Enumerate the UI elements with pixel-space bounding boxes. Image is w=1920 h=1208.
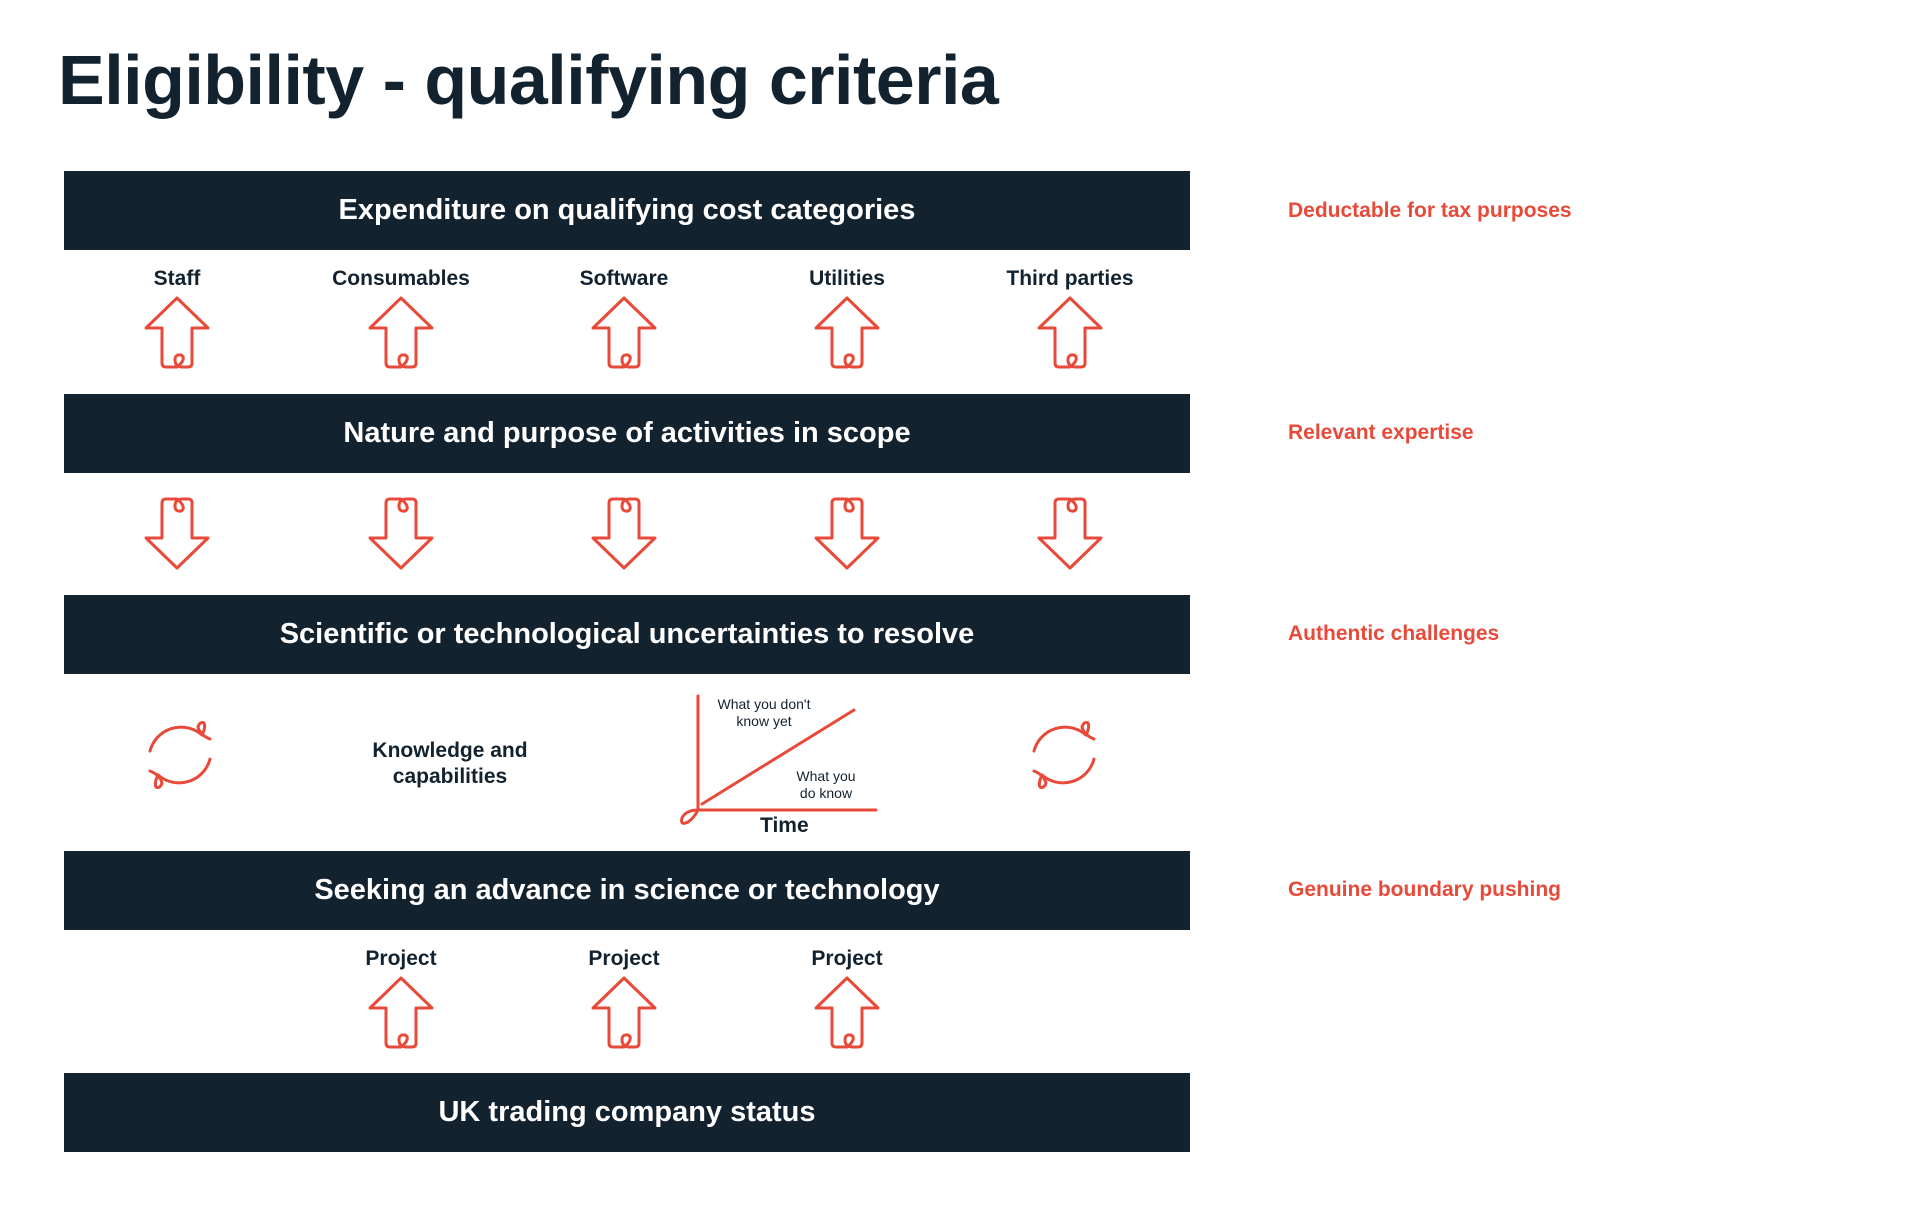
arrow-up-icon	[1036, 295, 1104, 369]
arrow-up-icon	[367, 975, 435, 1049]
cycle-icon	[1024, 715, 1104, 795]
knowledge-label	[330, 738, 570, 790]
project-label-3: Project	[811, 947, 883, 970]
arrow-up-icon	[590, 295, 658, 369]
knowledge-line-2: capabilities	[392, 765, 508, 788]
chart-lower-line-1: What you	[796, 768, 856, 784]
arrow-down-icon	[1036, 497, 1104, 571]
page-title: Eligibility - qualifying criteria	[58, 41, 999, 119]
category-label-third-parties: Third parties	[1006, 267, 1134, 290]
arrow-up-icon	[813, 295, 881, 369]
arrow-down-icon	[367, 497, 435, 571]
chart-lower-label	[786, 768, 866, 802]
knowledge-chart	[676, 692, 896, 842]
arrow-down-icon	[590, 497, 658, 571]
bar-uncertainties: Scientific or technological uncertainties to resolve	[64, 595, 1190, 674]
knowledge-line-1: Knowledge and	[372, 739, 528, 762]
bar-advance: Seeking an advance in science or technology	[64, 851, 1190, 930]
project-label-1: Project	[365, 947, 437, 970]
arrow-up-icon	[143, 295, 211, 369]
category-label-utilities: Utilities	[809, 267, 885, 290]
note-expenditure: Deductable for tax purposes	[1288, 199, 1572, 222]
arrow-up-icon	[367, 295, 435, 369]
chart-x-label: Time	[760, 814, 809, 837]
note-uncertainties: Authentic challenges	[1288, 622, 1500, 645]
note-advance: Genuine boundary pushing	[1288, 878, 1561, 901]
chart-upper-line-1: What you don't	[717, 696, 811, 712]
chart-upper-line-2: know yet	[736, 713, 792, 729]
category-label-staff: Staff	[153, 267, 201, 290]
arrow-up-icon	[813, 975, 881, 1049]
project-label-2: Project	[588, 947, 660, 970]
arrow-down-icon	[813, 497, 881, 571]
chart-lower-line-2: do know	[799, 785, 853, 801]
arrow-down-icon	[143, 497, 211, 571]
arrow-up-icon	[590, 975, 658, 1049]
bar-trading: UK trading company status	[64, 1073, 1190, 1152]
bar-activities: Nature and purpose of activities in scope	[64, 394, 1190, 473]
note-activities: Relevant expertise	[1288, 421, 1474, 444]
category-label-consumables: Consumables	[332, 267, 470, 290]
cycle-icon	[140, 715, 220, 795]
chart-upper-label	[704, 696, 824, 730]
bar-expenditure: Expenditure on qualifying cost categories	[64, 171, 1190, 250]
category-label-software: Software	[579, 267, 669, 290]
